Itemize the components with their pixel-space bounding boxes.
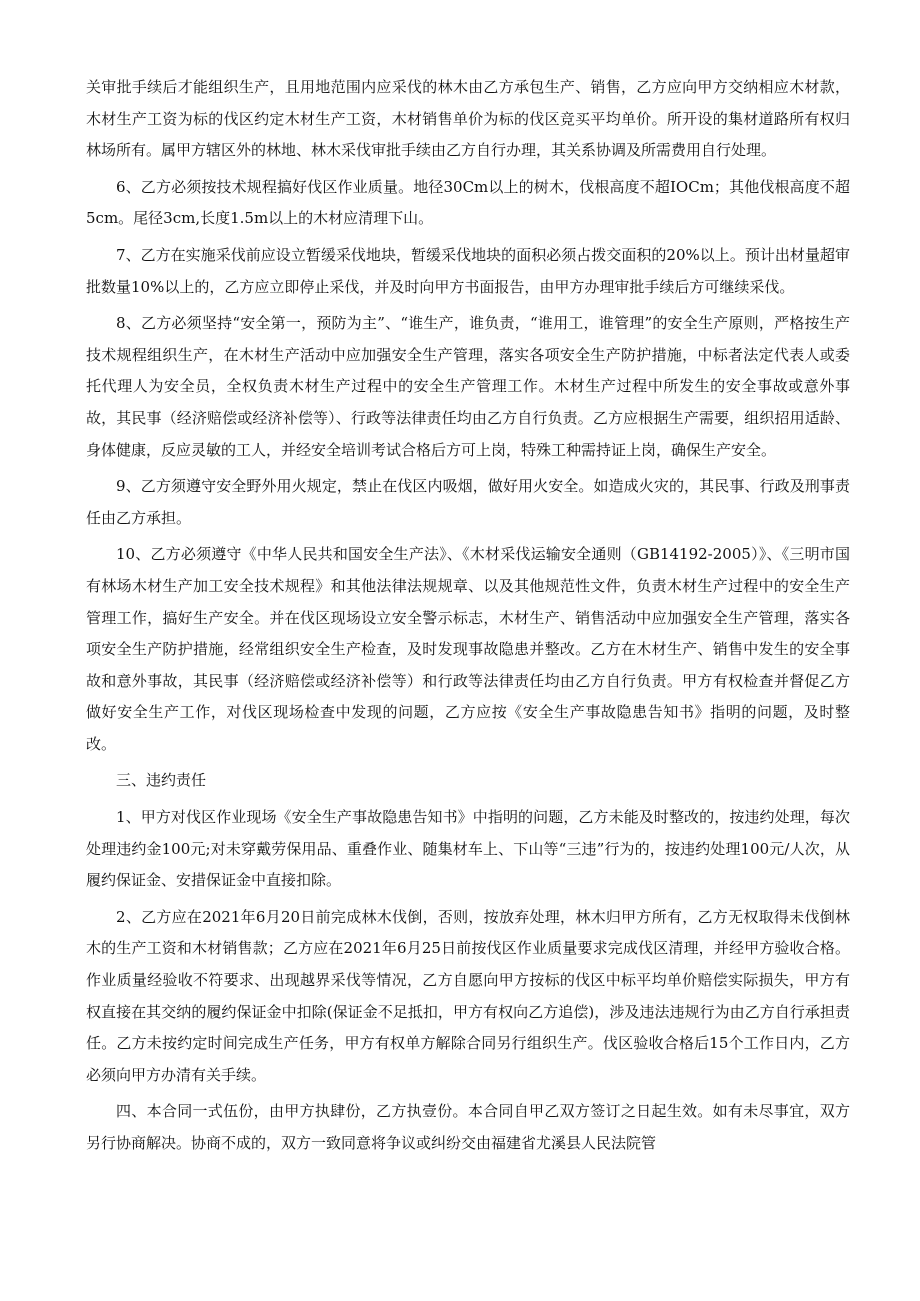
breach-clause-2: 2、乙方应在2021年6月20日前完成林木伐倒，否则，按放弃处理，林木归甲方所有，乙方无权取得未伐倒林木的生产工资和木材销售款；乙方应在2021年6月25日前按伐区作业质量要求完成伐区清理，并经甲方验收合格。作业质量经验收不符要求、出现越界采伐等情况，乙方自愿向甲方按标的伐区中标平均单价赔偿实际损失，甲方有权直接在其交纳的履约保证金中扣除(保证金不足抵扣，甲方有权向乙方追偿)，涉及违法违规行为由乙方自行承担责任。乙方未按约定时间完成生产任务，甲方有权单方解除合同另行组织生产。伐区验收合格后15个工作日内，乙方必须向甲方办清有关手续。 <box>86 907 850 1084</box>
clause-10: 10、乙方必须遵守《中华人民共和国安全生产法》、《木材采伐运输安全通则（GB14192-2005）》、《三明市国有林场木材生产加工安全技术规程》和其他法律法规规章、以及其他规范性文件，负责木材生产过程中的安全生产管理工作，搞好生产安全。并在伐区现场设立安全警示标志，木材生产、销售活动中应加强安全生产管理，落实各项安全生产防护措施，经常组织安全生产检查，及时发现事故隐患并整改。乙方在木材生产、销售中发生的安全事故和意外事故，其民事（经济赔偿或经济补偿等）和行政等法律责任均由乙方自行负责。甲方有权检查并督促乙方做好安全生产工作，对伐区现场检查中发现的问题，乙方应按《安全生产事故隐患告知书》指明的问题，及时整改。 <box>86 545 850 753</box>
section-4-copies-clause: 四、本合同一式伍份，由甲方执肆份，乙方执壹份。本合同自甲乙双方签订之日起生效。如有未尽事宜，双方另行协商解决。协商不成的，双方一致同意将争议或纠纷交由福建省尤溪县人民法院管 <box>86 1102 850 1152</box>
paragraph-continuation: 关审批手续后才能组织生产，且用地范围内应采伐的林木由乙方承包生产、销售，乙方应向甲方交纳相应木材款，木材生产工资为标的伐区约定木材生产工资，木材销售单价为标的伐区竞买平均单价。所开设的集材道路所有权归林场所有。属甲方辖区外的林地、林木采伐审批手续由乙方自行办理，其关系协调及所需费用自行处理。 <box>86 78 850 160</box>
breach-clause-1: 1、甲方对伐区作业现场《安全生产事故隐患告知书》中指明的问题，乙方未能及时整改的，按违约处理，每次处理违约金100元;对未穿戴劳保用品、重叠作业、随集材车上、下山等“三违”行为的，按违约处理100元/人次，从履约保证金、安措保证金中直接扣除。 <box>86 808 850 890</box>
clause-9: 9、乙方须遵守安全野外用火规定，禁止在伐区内吸烟，做好用火安全。如造成火灾的，其民事、行政及刑事责任由乙方承担。 <box>86 477 850 527</box>
clause-7: 7、乙方在实施采伐前应设立暂缓采伐地块，暂缓采伐地块的面积必须占拨交面积的20%以上。预计出材量超审批数量10%以上的，乙方应立即停止采伐，并及时向甲方书面报告，由甲方办理审批手续后方可继续采伐。 <box>86 245 850 296</box>
clause-6: 6、乙方必须按技术规程搞好伐区作业质量。地径30Cm以上的树木，伐根高度不超IOCm；其他伐根高度不超5cm。尾径3cm,长度1.5m以上的木材应清理下山。 <box>86 177 850 228</box>
section-heading-breach-liability: 三、违约责任 <box>116 771 207 790</box>
clause-8: 8、乙方必须坚持“安全第一，预防为主”、“谁生产，谁负责，“谁用工，谁管理”的安全生产原则，严格按生产技术规程组织生产，在木材生产活动中应加强安全生产管理，落实各项安全生产防护措施，中标者法定代表人或委托代理人为安全员，全权负责木材生产过程中的安全生产管理工作。木材生产过程中所发生的安全事故或意外事故，其民事（经济赔偿或经济补偿等）、行政等法律责任均由乙方自行负责。乙方应根据生产需要，组织招用适龄、身体健康，反应灵敏的工人，并经安全培训考试合格后方可上岗，特殊工种需持证上岗，确保生产安全。 <box>86 314 850 459</box>
